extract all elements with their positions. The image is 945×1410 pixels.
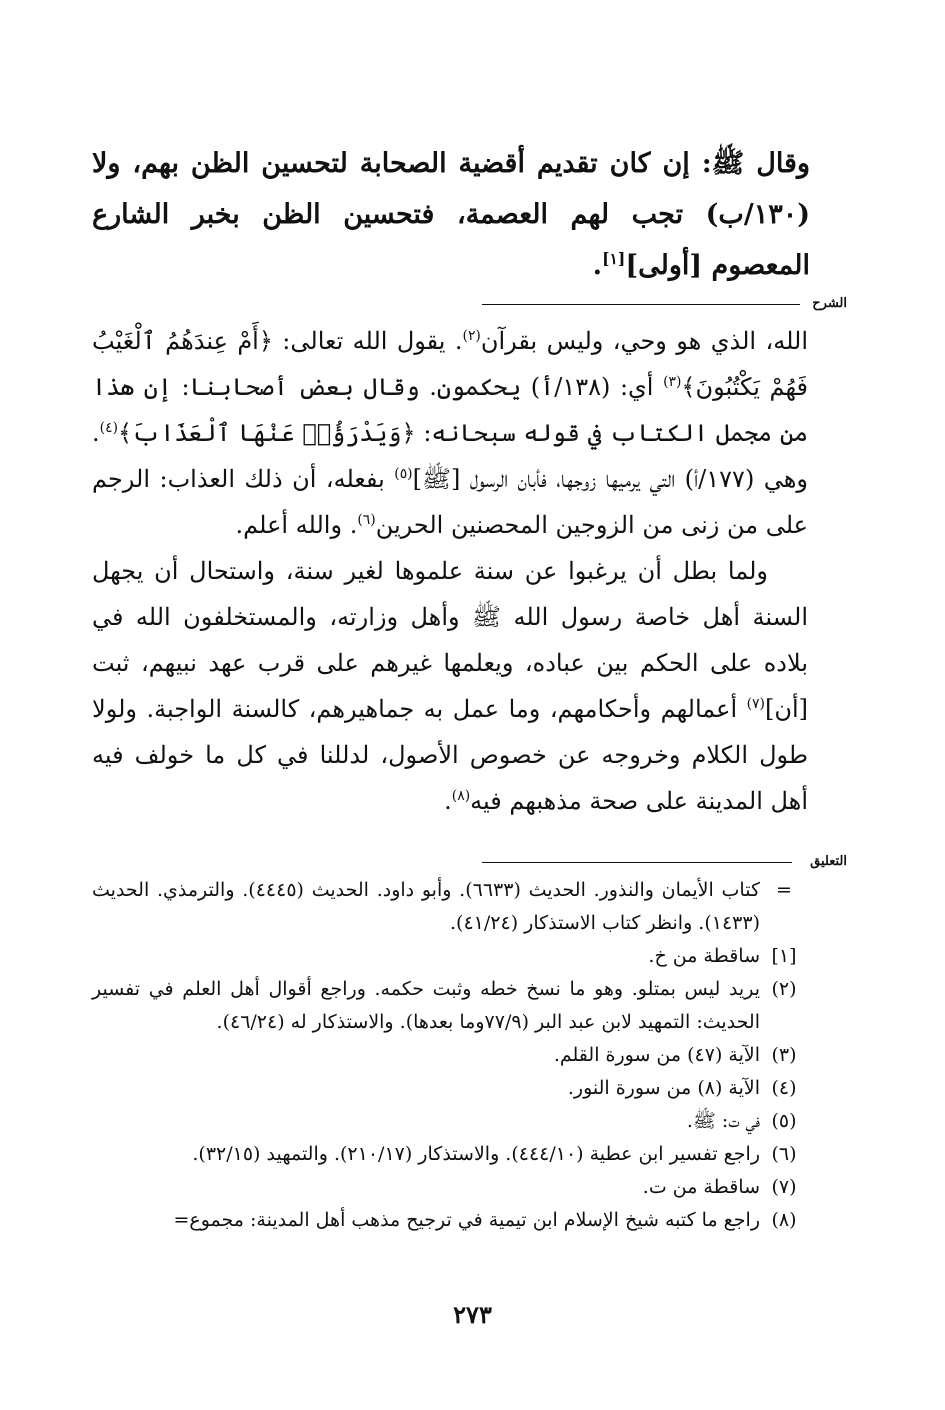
footnote-text: ساقطة من ت. (642, 1176, 760, 1198)
footnote-number: = (776, 879, 792, 901)
footnote-ref: (٥) (394, 466, 413, 482)
footnote-number: (٥) (771, 1110, 797, 1132)
footnote-item (92, 1138, 808, 1171)
footnotes (92, 874, 808, 1237)
footnote-item (92, 874, 808, 940)
footnote-number: (٢) (771, 978, 797, 1000)
footnote-ref: (٢) (462, 328, 481, 344)
footnote-number: (٧) (771, 1176, 797, 1198)
footnote-number: (٤) (771, 1077, 797, 1099)
footnote-number: [١] (771, 945, 797, 967)
sharh-label: الشرح (812, 296, 847, 311)
main-paragraph: وقال ﷺ: إن كان تقديم أقضية الصحابة لتحسين الظن بهم، ولا (١٣٠/ب) تجب لهم العصمة، فتحسين الظن بخبر الشارع المعصوم [أولى][١]. (92, 148, 810, 281)
footnote-ref: (٣) (663, 374, 682, 390)
footnote-text: الآية (٨) من سورة النور. (567, 1077, 760, 1099)
page-number: ٢٧٣ (453, 1300, 492, 1329)
footnote-item (92, 1039, 808, 1072)
footnote-item (92, 940, 808, 973)
commentary-paragraph-1: الله، الذي هو وحي، وليس بقرآن$^{(٢)}$. يقول الله تعالى: ﴿أَمْ عِندَهُمُ ٱلْغَيْبُ فَهُمْ يَكْتُبُونَ﴾$^{(٣)}$ أي: (١٣٨/أ) يحكمون. وقال بعض أصحابنا: إن هذا من مجمل الكتاب في قوله سبحانه: ﴿وَيَدْرَؤُا۟ عَنْهَا ٱلْعَذَابَ﴾$^{(٤)}$. وهي (١٧٧/أ) التي يرميها زوجها، فأبان الرسول [ﷺ]$^{(٥)}$ بفعله، أن ذلك العذاب: الرجم على من زنى من الزوجين المحصنين الحرين$^{(٦)}$. والله أعلم. (92, 327, 809, 539)
main-text (92, 138, 810, 291)
sharh-divider (482, 304, 800, 305)
footnote-text: الآية (٤٧) من سورة القلم. (553, 1044, 760, 1066)
taaliq-divider (482, 862, 792, 863)
footnote-item (92, 1105, 808, 1138)
footnote-text: كتاب الأيمان والنذور. الحديث (٦٦٣٣). وأبو داود. الحديث (٤٤٤٥). والترمذي. الحديث (١٤٣٣). وانظر كتاب الاستذكار (٤١/٢٤). (92, 879, 760, 934)
footnote-number: (٨) (771, 1209, 797, 1231)
footnote-number: (٦) (771, 1143, 797, 1165)
footnote-item (92, 973, 808, 1039)
commentary-paragraph-2: ولما بطل أن يرغبوا عن سنة علموها لغير سنة، واستحال أن يجهل السنة أهل خاصة رسول الله ﷺ وأهل وزارته، والمستخلفون الله في بلاده على الحكم بين عباده، ويعلمها غيرهم على قرب عهد نبيهم، ثبت [أن]$^{(٧)}$ أعمالهم وأحكامهم، وما عمل به جماهيرهم، كالسنة الواجبة. ولولا طول الكلام وخروجه عن خصوص الأصول، لدللنا في كل ما خولف فيه أهل المدينة على صحة مذهبهم فيه$^{(٨)}$. (92, 557, 809, 815)
footnote-ref: (٤) (99, 420, 118, 436)
footnote-text: راجع تفسير ابن عطية (٤٤٤/١٠). والاستذكار (٢١٠/١٧). والتمهيد (٣٢/١٥). (192, 1143, 760, 1165)
footnote-number: (٣) (771, 1044, 797, 1066)
footnote-text: في ت: ﷺ. (686, 1110, 760, 1132)
footnote-item (92, 1072, 808, 1105)
commentary-section (92, 318, 808, 824)
footnote-ref: (٧) (746, 696, 765, 712)
footnote-text: ساقطة من خ. (648, 945, 760, 967)
taaliq-label: التعليق (810, 854, 847, 869)
footnote-item (92, 1204, 808, 1237)
footnote-ref: (٦) (357, 512, 376, 528)
footnote-item (92, 1171, 808, 1204)
footnote-text: راجع ما كتبه شيخ الإسلام ابن تيمية في ترجيح مذهب أهل المدينة: مجموع= (173, 1209, 760, 1231)
footnote-ref: (٨) (451, 788, 471, 804)
footnote-ref: [١] (602, 249, 626, 268)
footnote-text: يريد ليس بمتلو. وهو ما نسخ خطه وثبت حكمه. وراجع أقوال أهل العلم في تفسير الحديث: التمهيد لابن عبد البر (٧٧/٩وما بعدها). والاستذكار له (٤٦/٢٤). (92, 978, 760, 1033)
